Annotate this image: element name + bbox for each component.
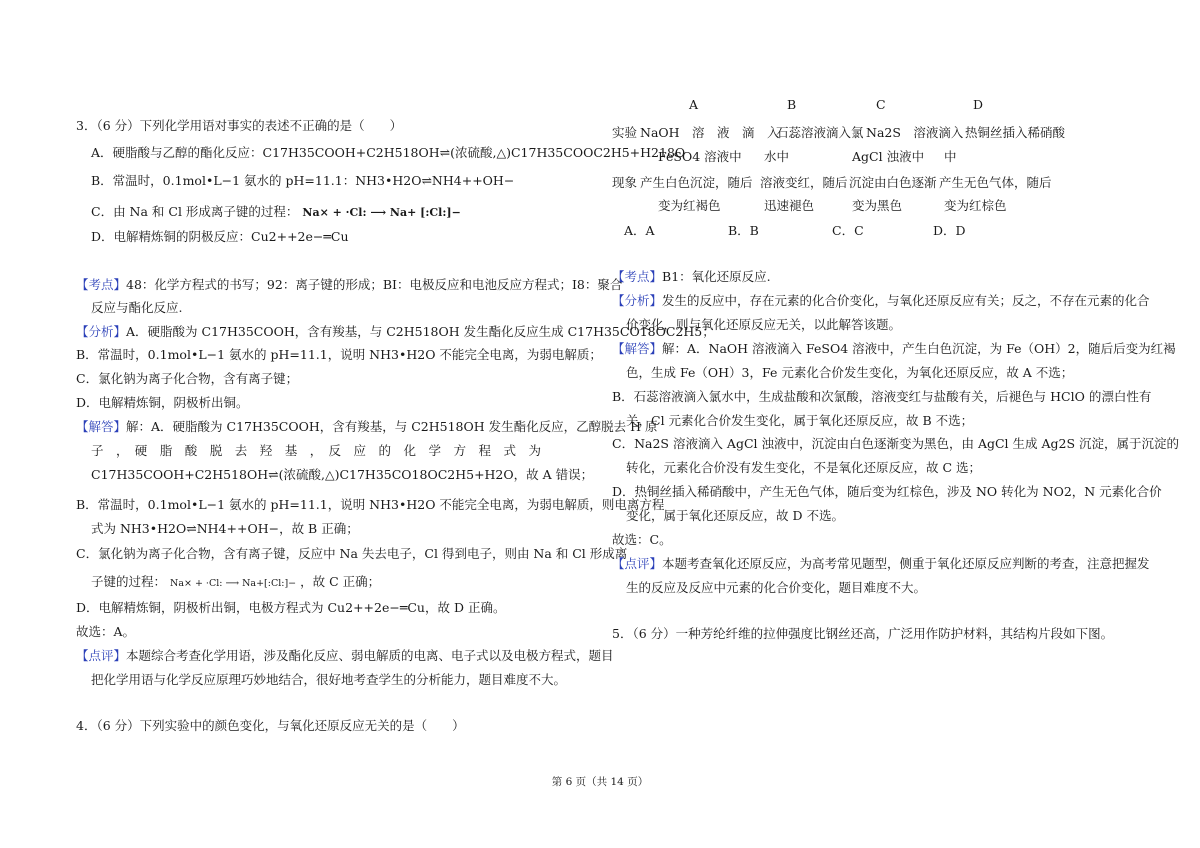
r-fenxi-text: 发生的反应中，存在元素的化合价变化，与氧化还原反应有关；反之，不存在元素的化合 — [662, 293, 1150, 308]
q4-option-b: B．B — [728, 223, 759, 238]
q3-option-c-text: C．由 Na 和 Cl 形成离子键的过程： — [91, 204, 299, 219]
kaodian-tag: 【考点】 — [76, 277, 127, 292]
row-phenomenon-a-cont: 变为红褐色 — [658, 198, 721, 213]
row-phenomenon-d-cont: 变为红棕色 — [944, 198, 1007, 213]
row-experiment-a-cont: FeSO4 溶液中 — [658, 149, 742, 164]
fenxi-line-3: C．氯化钠为离子化合物，含有离子键； — [76, 371, 299, 386]
row-experiment-d-cont: 中 — [944, 149, 957, 164]
table-header-c: C — [876, 97, 886, 112]
fenxi-line-1 — [76, 324, 715, 340]
jieda-line-7 — [91, 574, 380, 592]
jieda-text: 解：A．硬脂酸为 C17H35COOH，含有羧基，与 C2H518OH 发生酯化反应，乙醇脱去 H 原 — [126, 419, 658, 434]
row-experiment-b-cont: 水中 — [764, 149, 790, 164]
jieda-line-3: C17H35COOH+C2H518OH⇌(浓硫酸,△)C17H35CO18OC2H5+H2O，故 A 错误； — [91, 467, 594, 482]
row-experiment-c-cont: AgCl 浊液中 — [852, 149, 925, 164]
jieda-line-8: D．电解精炼铜，阴极析出铜，电极方程式为 Cu2++2e−═Cu，故 D 正确。 — [76, 600, 506, 615]
dianping-line-1 — [76, 648, 614, 664]
jieda-line-7-text: 子键的过程： — [91, 574, 167, 589]
table-header-d: D — [973, 97, 984, 112]
jieda-line-2: 子 ， 硬 脂 酸 脱 去 羟 基 ， 反 应 的 化 学 方 程 式 为 — [91, 443, 542, 458]
jieda-line-4: B．常温时，0.1mol•L−1 氨水的 pH=11.1，说明 NH3•H2O 不能完全电离，为弱电解质，则电离方程 — [76, 497, 665, 512]
row-experiment-c: Na2S 溶液滴入 — [866, 125, 964, 140]
fenxi-line-4: D．电解精炼铜，阴极析出铜。 — [76, 395, 249, 410]
jieda-line-1 — [76, 419, 657, 435]
r-jieda-line-6: 转化，元素化合价没有发生变化，不是氧化还原反应，故 C 选； — [626, 460, 982, 475]
r-dianping-tag: 【点评】 — [612, 556, 663, 571]
left-answer: 故选：A。 — [76, 624, 136, 639]
kaodian-line-1 — [76, 277, 622, 293]
row-phenomenon-b-cont: 迅速褪色 — [764, 198, 815, 213]
dianping-line-2: 把化学用语与化学反应原理巧妙地结合，很好地考查学生的分析能力，题目难度不大。 — [91, 672, 567, 687]
row-experiment-b: 石蕊溶液滴入氯 — [776, 125, 864, 140]
q3-option-b: B．常温时，0.1mol•L−1 氨水的 pH=11.1：NH3•H2O⇌NH4++OH− — [91, 173, 515, 188]
r-dianping-line-2: 生的反应及反应中元素的化合价变化，题目难度不大。 — [626, 580, 927, 595]
q4-option-c: C．C — [832, 223, 864, 238]
q4-stem: 4．（6 分）下列实验中的颜色变化，与氧化还原反应无关的是（ ） — [76, 718, 465, 733]
q3-option-c-formula: Na× + ·Cl: ⟶ Na+ [:Cl:]− — [302, 206, 461, 219]
r-jieda-line-3: B．石蕊溶液滴入氯水中，生成盐酸和次氯酸，溶液变红与盐酸有关，后褪色与 HClO 的漂白性有 — [612, 389, 1152, 404]
r-fenxi-line-1 — [612, 293, 1150, 309]
dianping-text: 本题综合考查化学用语，涉及酯化反应、弱电解质的电离、电子式以及电极方程式，题目 — [126, 648, 614, 663]
r-dianping-text: 本题考查氧化还原反应，为高考常见题型，侧重于氧化还原反应判断的考查，注意把握发 — [662, 556, 1150, 571]
r-fenxi-line-2: 价变化，则与氧化还原反应无关，以此解答该题。 — [626, 317, 902, 332]
r-dianping-line-1 — [612, 556, 1150, 572]
r-kaodian-tag: 【考点】 — [612, 269, 663, 284]
q3-option-a: A．硬脂酸与乙醇的酯化反应：C17H35COOH+C2H518OH⇌(浓硫酸,△)C17H35COOC2H5+H218O — [91, 145, 686, 160]
r-jieda-line-2: 色，生成 Fe（OH）3，Fe 元素化合价发生变化，为氧化还原反应，故 A 不选； — [626, 365, 1074, 380]
fenxi-text: A．硬脂酸为 C17H35COOH，含有羧基，与 C2H518OH 发生酯化反应生成 C17H35CO18OC2H5； — [126, 324, 715, 339]
jieda-line-7-formula: Na× + ·Cl: ⟶ Na+[:Cl:]− — [170, 578, 297, 589]
row-experiment-label: 实验 — [612, 125, 638, 140]
r-jieda-line-5: C．Na2S 溶液滴入 AgCl 浊液中，沉淀由白色逐渐变为黑色，由 AgCl 生成 Ag2S 沉淀，属于沉淀的 — [612, 436, 1180, 451]
right-answer: 故选：C。 — [612, 532, 672, 547]
row-phenomenon-b: 溶液变红，随后 — [760, 175, 848, 190]
row-phenomenon-a: 产生白色沉淀，随后 — [640, 175, 753, 190]
page-footer: 第 6 页（共 14 页） — [551, 776, 649, 788]
q4-option-a: A．A — [624, 223, 655, 238]
fenxi-line-2: B．常温时，0.1mol•L−1 氨水的 pH=11.1，说明 NH3•H2O 不能完全电离，为弱电解质； — [76, 347, 602, 362]
row-experiment-d: 热铜丝插入稀硝酸 — [965, 125, 1066, 140]
row-phenomenon-label: 现象 — [612, 175, 638, 190]
q3-option-d: D．电解精炼铜的阴极反应：Cu2++2e−═Cu — [91, 229, 349, 244]
r-jieda-line-8: 变化，属于氧化还原反应，故 D 不选。 — [626, 508, 844, 523]
dianping-tag: 【点评】 — [76, 648, 127, 663]
r-kaodian-text: B1：氧化还原反应. — [662, 269, 771, 284]
kaodian-line-2: 反应与酯化反应. — [91, 300, 183, 315]
jieda-tag: 【解答】 — [76, 419, 127, 434]
jieda-line-7-tail: ，故 C 正确； — [300, 574, 381, 589]
r-jieda-line-7: D．热铜丝插入稀硝酸中，产生无色气体，随后变为红棕色，涉及 NO 转化为 NO2，N 元素化合价 — [612, 484, 1162, 499]
r-kaodian-line — [612, 269, 771, 285]
table-header-a: A — [689, 97, 699, 112]
r-fenxi-tag: 【分析】 — [612, 293, 663, 308]
row-phenomenon-d: 产生无色气体，随后 — [939, 175, 1052, 190]
jieda-line-5: 式为 NH3•H2O⇌NH4++OH−，故 B 正确； — [91, 521, 359, 536]
row-phenomenon-c-cont: 变为黑色 — [852, 198, 903, 213]
row-experiment-a: NaOH 溶 液 滴 入 — [640, 125, 780, 140]
r-jieda-text: 解：A．NaOH 溶液滴入 FeSO4 溶液中，产生白色沉淀，为 Fe（OH）2，随后后变为红褐 — [662, 341, 1176, 356]
r-jieda-line-4: 关，Cl 元素化合价发生变化，属于氧化还原反应，故 B 不选； — [626, 413, 974, 428]
kaodian-text: 48：化学方程式的书写；92：离子键的形成；BI：电极反应和电池反应方程式；I8：聚合 — [126, 277, 623, 292]
q5-stem: 5．（6 分）一种芳纶纤维的拉伸强度比钢丝还高，广泛用作防护材料，其结构片段如下图。 — [612, 626, 1114, 641]
r-jieda-line-1 — [612, 341, 1176, 357]
fenxi-tag: 【分析】 — [76, 324, 127, 339]
table-header-b: B — [787, 97, 797, 112]
q4-option-d: D．D — [933, 223, 966, 238]
q3-stem: 3．（6 分）下列化学用语对事实的表述不正确的是（ ） — [76, 118, 403, 133]
r-jieda-tag: 【解答】 — [612, 341, 663, 356]
jieda-line-6: C．氯化钠为离子化合物，含有离子键，反应中 Na 失去电子，Cl 得到电子，则由 Na 和 Cl 形成离 — [76, 546, 628, 561]
q3-option-c — [91, 204, 461, 221]
row-phenomenon-c: 沉淀由白色逐渐 — [849, 175, 937, 190]
